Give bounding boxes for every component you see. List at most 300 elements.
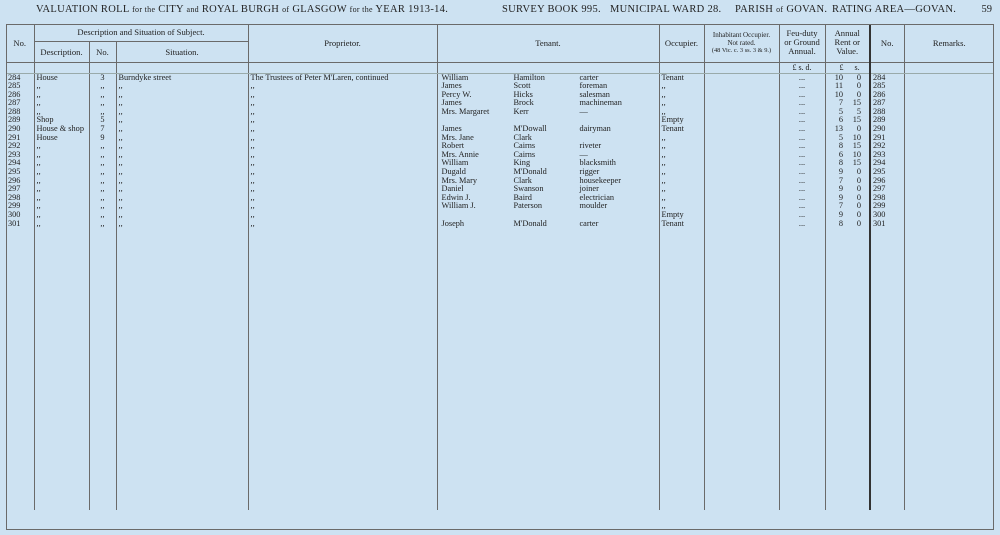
col-occupier: Occupier. bbox=[659, 24, 704, 62]
col-tenant: Tenant. bbox=[437, 24, 659, 62]
row-occupier: ,, bbox=[659, 177, 704, 186]
row-remarks bbox=[904, 185, 994, 194]
tenant-occupation: riveter bbox=[579, 142, 602, 151]
row-no3: 290 bbox=[870, 125, 904, 134]
row-number: ,, bbox=[89, 91, 116, 100]
rent-shillings: 15 bbox=[852, 142, 861, 151]
tenant-surname: Clark bbox=[513, 133, 532, 142]
rent-shillings: 0 bbox=[856, 185, 861, 194]
roll-title-e: ROYAL BURGH bbox=[201, 4, 280, 15]
row-feu: ... bbox=[779, 73, 825, 82]
rent-pounds: 7 bbox=[838, 176, 843, 185]
tenant-forename: Percy W. bbox=[441, 90, 472, 99]
row-description: ,, bbox=[34, 220, 89, 229]
row-occupier: ,, bbox=[659, 142, 704, 151]
row-number: ,, bbox=[89, 82, 116, 91]
col-inhabitant-2: Not rated. bbox=[727, 38, 756, 47]
units-row bbox=[6, 62, 994, 73]
row-tenant bbox=[437, 185, 659, 194]
filler-row bbox=[6, 228, 994, 510]
row-proprietor: ,, bbox=[248, 125, 437, 134]
row-feu: ... bbox=[779, 99, 825, 108]
tenant-occupation: dairyman bbox=[579, 125, 611, 134]
row-situation: ,, bbox=[116, 168, 248, 177]
row-tenant bbox=[437, 177, 659, 186]
row-description: ,, bbox=[34, 142, 89, 151]
row-feu: ... bbox=[779, 116, 825, 125]
row-no3: 293 bbox=[870, 151, 904, 160]
rent-pounds: 6 bbox=[838, 150, 843, 159]
row-situation: ,, bbox=[116, 202, 248, 211]
row-no: 294 bbox=[8, 159, 21, 168]
page-header bbox=[0, 4, 1000, 22]
row-no3: 300 bbox=[870, 211, 904, 220]
row-no3: 297 bbox=[870, 185, 904, 194]
tenant-occupation: electrician bbox=[579, 193, 615, 202]
table-row bbox=[6, 159, 994, 168]
col-inhabitant bbox=[704, 24, 779, 62]
row-rent bbox=[825, 99, 870, 108]
row-tenant bbox=[437, 82, 659, 91]
rating-area: RATING AREA—GOVAN. bbox=[832, 4, 957, 15]
row-no: 299 bbox=[8, 202, 21, 211]
row-occupier: ,, bbox=[659, 108, 704, 117]
municipal-ward: MUNICIPAL WARD 28. bbox=[610, 4, 722, 15]
row-proprietor: ,, bbox=[248, 220, 437, 229]
tenant-forename: James bbox=[441, 125, 462, 134]
row-occupier: ,, bbox=[659, 185, 704, 194]
row-situation: ,, bbox=[116, 134, 248, 143]
rent-pounds: 7 bbox=[838, 99, 843, 108]
tenant-surname: Cairns bbox=[513, 150, 536, 159]
col-rent-1: Annual bbox=[834, 28, 860, 39]
tenant-forename: Dugald bbox=[441, 168, 466, 177]
table-row bbox=[6, 177, 994, 186]
row-occupier: ,, bbox=[659, 99, 704, 108]
tenant-surname: King bbox=[513, 159, 531, 168]
row-occupier: ,, bbox=[659, 202, 704, 211]
row-remarks bbox=[904, 134, 994, 143]
rent-shillings: 15 bbox=[852, 159, 861, 168]
tenant-forename: Mrs. Margaret bbox=[441, 107, 490, 116]
row-description: House & shop bbox=[34, 125, 89, 134]
rent-shillings: 0 bbox=[856, 202, 861, 211]
row-no3: 292 bbox=[870, 142, 904, 151]
row-no: 289 bbox=[8, 116, 21, 125]
tenant-occupation: — bbox=[579, 107, 588, 116]
row-remarks bbox=[904, 202, 994, 211]
table-row bbox=[6, 125, 994, 134]
row-description: ,, bbox=[34, 202, 89, 211]
row-rent bbox=[825, 194, 870, 203]
tenant-surname: Hicks bbox=[513, 90, 533, 99]
row-description: ,, bbox=[34, 177, 89, 186]
row-occupier: ,, bbox=[659, 159, 704, 168]
col-feu-1: Feu-duty bbox=[786, 28, 818, 39]
table-row bbox=[6, 99, 994, 108]
row-proprietor: ,, bbox=[248, 168, 437, 177]
rent-pounds: 10 bbox=[834, 73, 843, 82]
table-row bbox=[6, 168, 994, 177]
row-no: 291 bbox=[8, 133, 21, 142]
row-occupier: Empty bbox=[659, 116, 704, 125]
row-tenant bbox=[437, 211, 659, 220]
row-occupier: Empty bbox=[659, 211, 704, 220]
row-no3: 287 bbox=[870, 99, 904, 108]
row-proprietor: ,, bbox=[248, 185, 437, 194]
row-description: ,, bbox=[34, 108, 89, 117]
parish bbox=[735, 4, 827, 15]
row-proprietor: ,, bbox=[248, 142, 437, 151]
row-tenant bbox=[437, 159, 659, 168]
tenant-occupation: blacksmith bbox=[579, 159, 616, 168]
survey-book: SURVEY BOOK 995. bbox=[502, 4, 601, 15]
rent-pounds: 5 bbox=[838, 107, 843, 116]
col-rent bbox=[825, 24, 870, 62]
tenant-forename: William bbox=[441, 159, 469, 168]
tenant-surname: Baird bbox=[513, 193, 532, 202]
roll-title-b: for the bbox=[132, 5, 156, 14]
roll-title-a: VALUATION ROLL bbox=[36, 4, 130, 15]
row-occupier: ,, bbox=[659, 168, 704, 177]
row-number: 5 bbox=[89, 116, 116, 125]
row-rent bbox=[825, 202, 870, 211]
row-number: ,, bbox=[89, 220, 116, 229]
row-no3: 294 bbox=[870, 159, 904, 168]
row-description: ,, bbox=[34, 211, 89, 220]
tenant-surname: M'Donald bbox=[513, 219, 547, 228]
row-proprietor: ,, bbox=[248, 151, 437, 160]
tenant-forename: Mrs. Jane bbox=[441, 133, 474, 142]
rent-pounds: 6 bbox=[838, 116, 843, 125]
roll-title-i: YEAR 1913-14. bbox=[375, 4, 449, 15]
row-proprietor: ,, bbox=[248, 108, 437, 117]
row-remarks bbox=[904, 91, 994, 100]
row-feu: ... bbox=[779, 151, 825, 160]
rent-unit-s: s. bbox=[854, 62, 860, 72]
row-feu: ... bbox=[779, 211, 825, 220]
row-rent bbox=[825, 142, 870, 151]
roll-title-f: of bbox=[282, 5, 290, 14]
row-occupier: ,, bbox=[659, 134, 704, 143]
row-number: ,, bbox=[89, 194, 116, 203]
row-number: ,, bbox=[89, 142, 116, 151]
rent-shillings: 15 bbox=[852, 116, 861, 125]
rent-shillings: 10 bbox=[852, 133, 861, 142]
row-tenant bbox=[437, 116, 659, 125]
row-no: 285 bbox=[8, 82, 21, 91]
rent-pounds: 7 bbox=[838, 202, 843, 211]
row-feu: ... bbox=[779, 194, 825, 203]
tenant-surname: Clark bbox=[513, 176, 532, 185]
row-tenant bbox=[437, 125, 659, 134]
row-occupier: Tenant bbox=[659, 125, 704, 134]
col-rent-3: Value. bbox=[836, 46, 859, 57]
row-description: Shop bbox=[34, 116, 89, 125]
table-row bbox=[6, 82, 994, 91]
row-remarks bbox=[904, 142, 994, 151]
tenant-surname: Hamilton bbox=[513, 73, 545, 82]
row-no3: 299 bbox=[870, 202, 904, 211]
row-feu: ... bbox=[779, 134, 825, 143]
row-remarks bbox=[904, 220, 994, 229]
tenant-forename: Mrs. Annie bbox=[441, 150, 479, 159]
roll-title-d: and bbox=[186, 5, 199, 14]
row-rent bbox=[825, 73, 870, 82]
row-tenant bbox=[437, 220, 659, 229]
tenant-surname: M'Donald bbox=[513, 168, 547, 177]
row-no: 284 bbox=[8, 73, 21, 82]
row-description: House bbox=[34, 73, 89, 82]
row-description: ,, bbox=[34, 99, 89, 108]
row-number: ,, bbox=[89, 99, 116, 108]
page-number: 59 bbox=[981, 4, 992, 15]
row-no: 290 bbox=[8, 125, 21, 134]
row-occupier: ,, bbox=[659, 91, 704, 100]
rent-pounds: 9 bbox=[838, 185, 843, 194]
rent-shillings: 0 bbox=[856, 193, 861, 202]
row-feu: ... bbox=[779, 159, 825, 168]
row-description: ,, bbox=[34, 159, 89, 168]
parish-b: of bbox=[776, 5, 784, 14]
col-no: No. bbox=[6, 24, 34, 62]
table-row bbox=[6, 108, 994, 117]
row-rent bbox=[825, 211, 870, 220]
roll-title bbox=[36, 4, 448, 15]
row-rent bbox=[825, 108, 870, 117]
row-no3: 295 bbox=[870, 168, 904, 177]
tenant-occupation: rigger bbox=[579, 168, 600, 177]
row-no3: 301 bbox=[870, 220, 904, 229]
tenant-occupation: carter bbox=[579, 73, 599, 82]
row-proprietor: ,, bbox=[248, 177, 437, 186]
row-number: 7 bbox=[89, 125, 116, 134]
row-no: 298 bbox=[8, 193, 21, 202]
row-no3: 291 bbox=[870, 134, 904, 143]
rent-shillings: 10 bbox=[852, 150, 861, 159]
row-situation: ,, bbox=[116, 177, 248, 186]
tenant-forename: James bbox=[441, 99, 462, 108]
row-no: 288 bbox=[8, 107, 21, 116]
row-remarks bbox=[904, 99, 994, 108]
table-row bbox=[6, 73, 994, 82]
row-proprietor: ,, bbox=[248, 211, 437, 220]
row-proprietor: ,, bbox=[248, 134, 437, 143]
row-proprietor: ,, bbox=[248, 194, 437, 203]
col-no3: No. bbox=[870, 24, 904, 62]
row-remarks bbox=[904, 73, 994, 82]
roll-title-g: GLASGOW bbox=[292, 4, 347, 15]
tenant-occupation: moulder bbox=[579, 202, 608, 211]
tenant-forename: Robert bbox=[441, 142, 465, 151]
row-situation: Burndyke street bbox=[116, 73, 248, 82]
row-no3: 286 bbox=[870, 91, 904, 100]
table-row bbox=[6, 134, 994, 143]
row-proprietor: ,, bbox=[248, 159, 437, 168]
row-number: ,, bbox=[89, 168, 116, 177]
row-remarks bbox=[904, 151, 994, 160]
tenant-occupation: salesman bbox=[579, 90, 610, 99]
row-feu: ... bbox=[779, 91, 825, 100]
rent-shillings: 15 bbox=[852, 99, 861, 108]
row-proprietor: ,, bbox=[248, 99, 437, 108]
tenant-surname: Brock bbox=[513, 99, 534, 108]
row-situation: ,, bbox=[116, 82, 248, 91]
row-rent bbox=[825, 159, 870, 168]
tenant-occupation: joiner bbox=[579, 185, 599, 194]
row-no: 287 bbox=[8, 99, 21, 108]
row-rent bbox=[825, 220, 870, 229]
row-proprietor: ,, bbox=[248, 82, 437, 91]
row-feu: ... bbox=[779, 82, 825, 91]
rent-pounds: 8 bbox=[838, 159, 843, 168]
col-inhabitant-3: (48 Vic. c. 3 ss. 3 & 9.) bbox=[711, 46, 772, 54]
row-situation: ,, bbox=[116, 185, 248, 194]
col-rent-2: Rent or bbox=[834, 37, 861, 48]
row-tenant bbox=[437, 91, 659, 100]
row-tenant bbox=[437, 134, 659, 143]
row-number: ,, bbox=[89, 177, 116, 186]
row-no3: 284 bbox=[870, 73, 904, 82]
row-occupier: Tenant bbox=[659, 73, 704, 82]
rent-shillings: 0 bbox=[856, 73, 861, 82]
row-feu: ... bbox=[779, 185, 825, 194]
row-tenant bbox=[437, 194, 659, 203]
rent-shillings: 0 bbox=[856, 176, 861, 185]
row-number: ,, bbox=[89, 202, 116, 211]
row-situation: ,, bbox=[116, 194, 248, 203]
col-feu bbox=[779, 24, 825, 62]
row-situation: ,, bbox=[116, 220, 248, 229]
row-remarks bbox=[904, 168, 994, 177]
rent-pounds: 11 bbox=[835, 82, 843, 91]
tenant-forename: Daniel bbox=[441, 185, 464, 194]
table-row bbox=[6, 91, 994, 100]
row-no: 301 bbox=[8, 219, 21, 228]
col-situation: Situation. bbox=[116, 41, 248, 62]
tenant-surname: Paterson bbox=[513, 202, 543, 211]
valuation-table bbox=[6, 24, 994, 510]
row-description: ,, bbox=[34, 168, 89, 177]
row-no: 300 bbox=[8, 211, 21, 219]
row-remarks bbox=[904, 159, 994, 168]
rent-pounds: 8 bbox=[838, 142, 843, 151]
row-no3: 285 bbox=[870, 82, 904, 91]
row-tenant bbox=[437, 142, 659, 151]
col-no2: No. bbox=[89, 41, 116, 62]
tenant-forename: William J. bbox=[441, 202, 476, 211]
tenant-surname: Kerr bbox=[513, 107, 529, 116]
rent-pounds: 9 bbox=[838, 168, 843, 177]
row-number: ,, bbox=[89, 185, 116, 194]
rent-pounds: 8 bbox=[838, 219, 843, 228]
tenant-surname: M'Dowall bbox=[513, 125, 547, 134]
rent-shillings: 0 bbox=[856, 168, 861, 177]
row-situation: ,, bbox=[116, 125, 248, 134]
table-row bbox=[6, 220, 994, 229]
rent-shillings: 0 bbox=[856, 82, 861, 91]
row-situation: ,, bbox=[116, 159, 248, 168]
row-number: ,, bbox=[89, 108, 116, 117]
row-situation: ,, bbox=[116, 108, 248, 117]
table-row bbox=[6, 142, 994, 151]
col-feu-3: Annual. bbox=[788, 46, 816, 57]
rent-pounds: 10 bbox=[834, 90, 843, 99]
row-feu: ... bbox=[779, 168, 825, 177]
row-occupier: ,, bbox=[659, 151, 704, 160]
row-remarks bbox=[904, 125, 994, 134]
row-remarks bbox=[904, 108, 994, 117]
row-no3: 289 bbox=[870, 116, 904, 125]
rent-shillings: 0 bbox=[856, 211, 861, 219]
rent-unit-l: £ bbox=[839, 62, 844, 72]
row-situation: ,, bbox=[116, 211, 248, 220]
row-rent bbox=[825, 177, 870, 186]
table-row bbox=[6, 151, 994, 160]
roll-title-h: for the bbox=[349, 5, 373, 14]
row-number: ,, bbox=[89, 159, 116, 168]
row-rent bbox=[825, 151, 870, 160]
roll-title-c: CITY bbox=[158, 4, 184, 15]
row-number: 9 bbox=[89, 134, 116, 143]
row-number: 3 bbox=[89, 73, 116, 82]
row-occupier: ,, bbox=[659, 82, 704, 91]
tenant-forename: Mrs. Mary bbox=[441, 176, 477, 185]
row-remarks bbox=[904, 116, 994, 125]
row-situation: ,, bbox=[116, 116, 248, 125]
table-body bbox=[6, 62, 994, 510]
row-tenant bbox=[437, 73, 659, 82]
tenant-forename: Edwin J. bbox=[441, 193, 471, 202]
table-row bbox=[6, 116, 994, 125]
col-proprietor: Proprietor. bbox=[248, 24, 437, 62]
tenant-occupation: — bbox=[579, 150, 588, 159]
row-rent bbox=[825, 116, 870, 125]
rent-units bbox=[825, 62, 870, 73]
table-row bbox=[6, 194, 994, 203]
tenant-surname: Swanson bbox=[513, 185, 544, 194]
row-no: 297 bbox=[8, 185, 21, 194]
row-feu: ... bbox=[779, 220, 825, 229]
row-rent bbox=[825, 91, 870, 100]
rent-shillings: 0 bbox=[856, 219, 861, 228]
col-description: Description. bbox=[34, 41, 89, 62]
row-description: ,, bbox=[34, 194, 89, 203]
row-situation: ,, bbox=[116, 91, 248, 100]
row-remarks bbox=[904, 82, 994, 91]
row-feu: ... bbox=[779, 125, 825, 134]
col-inhabitant-1: Inhabitant Occupier. bbox=[712, 30, 771, 39]
row-proprietor: ,, bbox=[248, 91, 437, 100]
table-row bbox=[6, 185, 994, 194]
row-tenant bbox=[437, 108, 659, 117]
rent-pounds: 13 bbox=[834, 125, 843, 134]
row-no: 286 bbox=[8, 90, 21, 99]
row-occupier: ,, bbox=[659, 194, 704, 203]
rent-pounds: 9 bbox=[838, 193, 843, 202]
row-occupier: Tenant bbox=[659, 220, 704, 229]
tenant-surname: Cairns bbox=[513, 142, 536, 151]
row-feu: ... bbox=[779, 177, 825, 186]
row-description: ,, bbox=[34, 91, 89, 100]
rent-shillings: 0 bbox=[856, 90, 861, 99]
row-remarks bbox=[904, 194, 994, 203]
col-remarks: Remarks. bbox=[904, 24, 994, 62]
rent-pounds: 9 bbox=[838, 211, 843, 219]
row-tenant bbox=[437, 168, 659, 177]
table-row bbox=[6, 202, 994, 211]
row-rent bbox=[825, 82, 870, 91]
